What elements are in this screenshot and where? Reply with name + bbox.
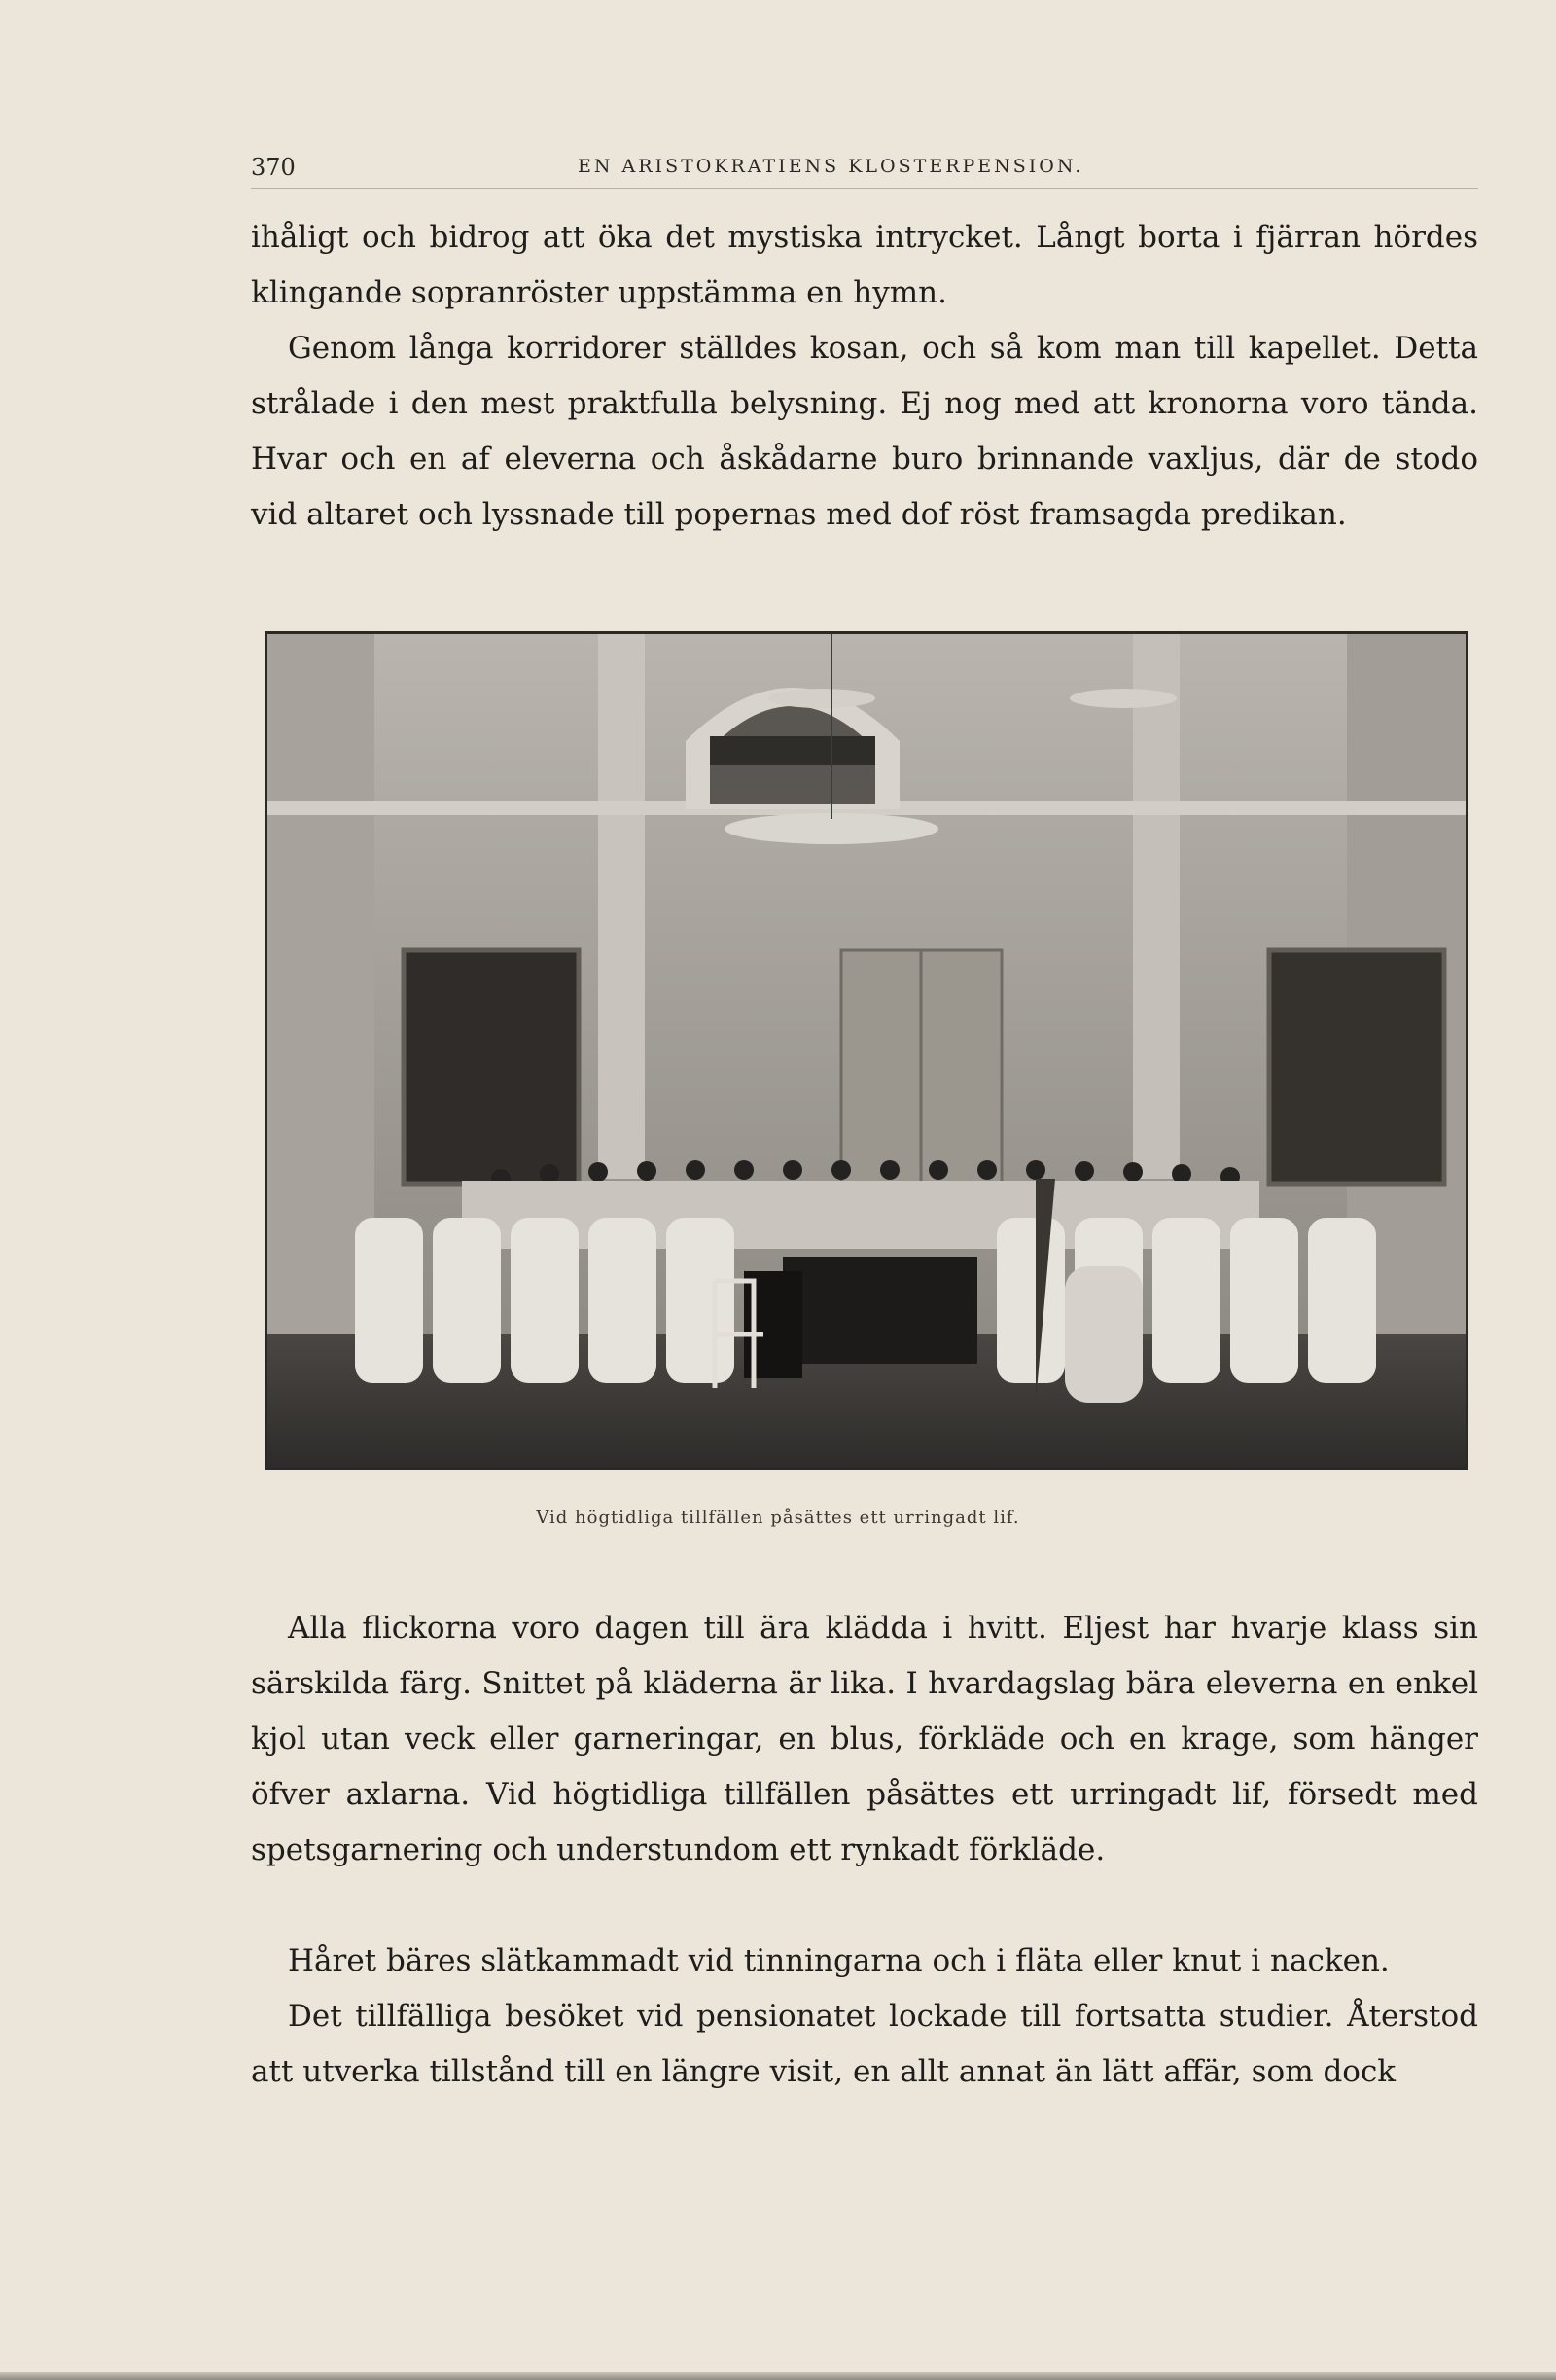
page-edge	[0, 2372, 1556, 2380]
figure-caption: Vid högtidliga tillfällen påsättes ett urringadt lif.	[536, 1508, 1020, 1528]
body-paragraph: Genom långa korridorer ställdes kosan, och så kom man till kapellet. Detta strålade i den mest praktfulla belysning. Ej nog med att kronorna voro tända. Hvar och en af eleverna och åskådarne buro brinnande vaxljus, där de stodo vid altaret och lyssnade till popernas med dof röst framsagda predikan.	[251, 331, 1478, 532]
running-head	[251, 144, 1478, 183]
page-number: 370	[251, 154, 296, 181]
header-rule	[251, 188, 1478, 189]
body-paragraph: Det tillfälliga besöket vid pensionatet lockade till fortsatta studier. Återstod att utverka tillstånd till en längre visit, en allt annat än lätt affär, som dock	[251, 1999, 1478, 2089]
choir-photograph	[265, 631, 1468, 1470]
body-paragraph: Alla flickorna voro dagen till ära klädda i hvitt. Eljest har hvarje klass sin särskilda färg. Snittet på kläderna är lika. I hvardagslag bära eleverna en enkel kjol utan veck eller garneringar, en blus, förkläde och en krage, som hänger öfver axlarna. Vid högtidliga tillfällen påsättes ett urringadt lif, försedt med spetsgarnering och understundom ett rynkadt förkläde.	[251, 1611, 1478, 1867]
body-paragraph: Håret bäres slätkammadt vid tinningarna och i fläta eller knut i nacken.	[288, 1943, 1390, 1978]
running-title: EN ARISTOKRATIENS KLOSTERPENSION.	[578, 156, 1084, 177]
photo-illustration	[267, 634, 1466, 1467]
body-paragraph: ihåligt och bidrog att öka det mystiska intrycket. Långt borta i fjärran hördes klingande sopranröster uppstämma en hymn.	[251, 220, 1478, 310]
